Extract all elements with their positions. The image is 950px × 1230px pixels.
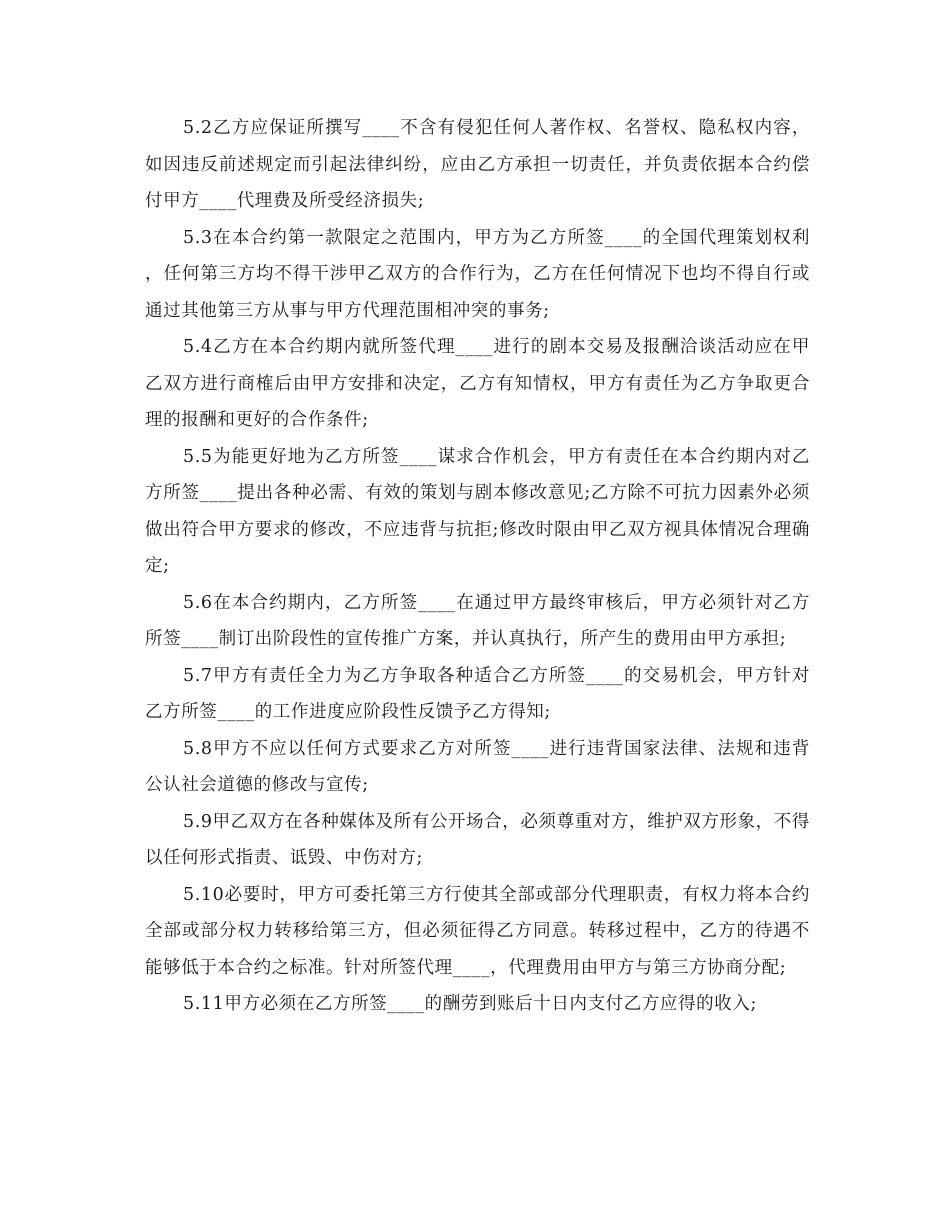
- clause-5-10: 5.10必要时，甲方可委托第三方行使其全部或部分代理职责，有权力将本合约全部或部分权力转移给第三方，但必须征得乙方同意。转移过程中，乙方的待遇不能够低于本合约之标准。针对所签代理____，代理费用由甲方与第三方协商分配;: [145, 884, 810, 978]
- document-page: [145, 110, 810, 1023]
- clause-5-2: 5.2乙方应保证所撰写____不含有侵犯任何人著作权、名誉权、隐私权内容，如因违反前述规定而引起法律纠纷，应由乙方承担一切责任，并负责依据本合约偿付甲方____代理费及所受经济损失;: [145, 118, 810, 211]
- clause-5-7: 5.7甲方有责任全力为乙方争取各种适合乙方所签____的交易机会，甲方针对乙方所签____的工作进度应阶段性反馈予乙方得知;: [145, 665, 810, 722]
- clause-5-9: 5.9甲乙双方在各种媒体及所有公开场合，必须尊重对方，维护双方形象，不得以任何形式指责、诋毁、中伤对方;: [145, 811, 810, 868]
- clause-5-6: 5.6在本合约期内，乙方所签____在通过甲方最终审核后，甲方必须针对乙方所签____制订出阶段性的宣传推广方案，并认真执行，所产生的费用由甲方承担;: [145, 592, 810, 649]
- clause-5-4: 5.4乙方在本合约期内就所签代理____进行的剧本交易及报酬洽谈活动应在甲乙双方进行商榷后由甲方安排和决定，乙方有知情权，甲方有责任为乙方争取更合理的报酬和更好的合作条件;: [145, 337, 810, 430]
- clause-5-5: 5.5为能更好地为乙方所签____谋求合作机会，甲方有责任在本合约期内对乙方所签____提出各种必需、有效的策划与剧本修改意见;乙方除不可抗力因素外必须做出符合甲方要求的修改，不应违背与抗拒;修改时限由甲乙双方视具体情况合理确定;: [145, 446, 810, 576]
- clause-5-11: 5.11甲方必须在乙方所签____的酬劳到账后十日内支付乙方应得的收入;: [183, 994, 757, 1014]
- clause-5-3: 5.3在本合约第一款限定之范围内，甲方为乙方所签____的全国代理策划权利，任何第三方均不得干涉甲乙双方的合作行为，乙方在任何情况下也均不得自行或通过其他第三方从事与甲方代理范围相冲突的事务;: [145, 227, 810, 321]
- clause-5-8: 5.8甲方不应以任何方式要求乙方对所签____进行违背国家法律、法规和违背公认社会道德的修改与宣传;: [145, 738, 810, 795]
